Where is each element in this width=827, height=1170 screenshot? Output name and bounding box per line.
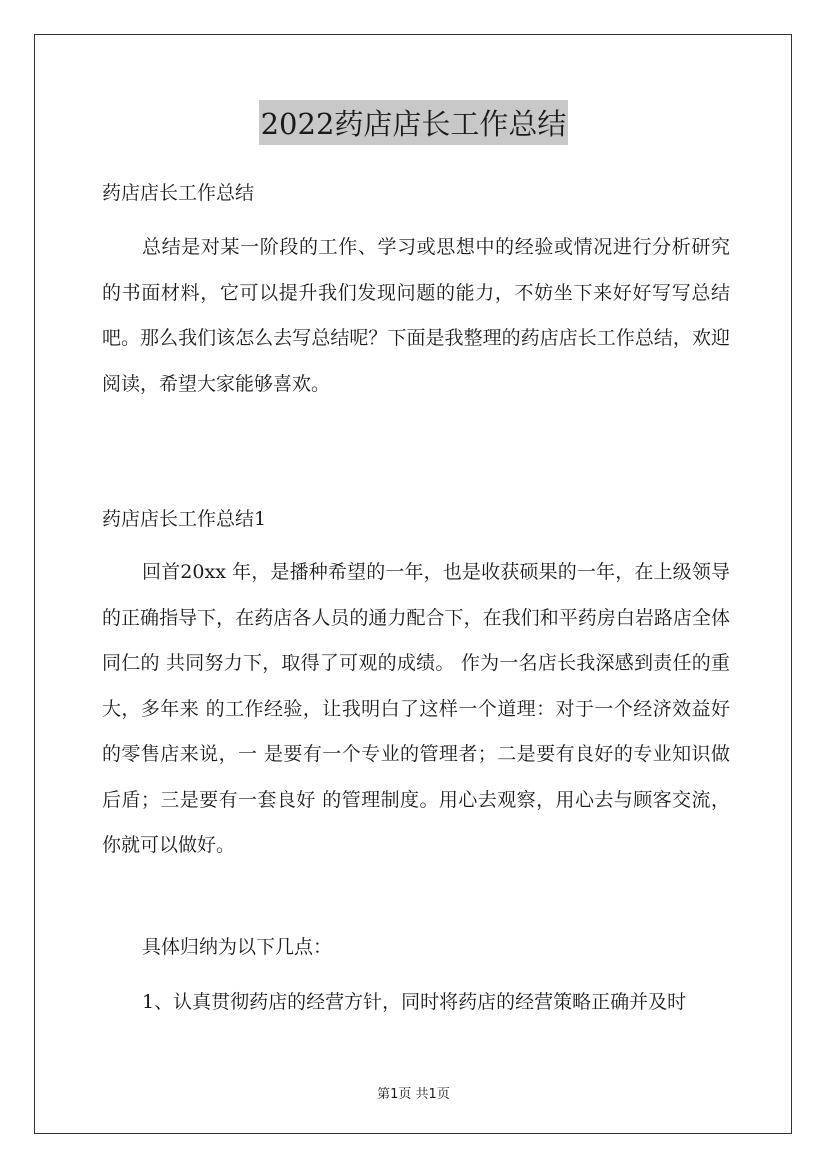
body-paragraph-3: 1、认真贯彻药店的经营方针，同时将药店的经营策略正确并及时 bbox=[142, 991, 687, 1013]
body-paragraph-2: 具体归纳为以下几点： bbox=[142, 936, 333, 958]
section-heading: 药店店长工作总结1 bbox=[102, 508, 267, 530]
document-title: 2022药店店长工作总结 bbox=[259, 100, 569, 145]
subtitle: 药店店长工作总结 bbox=[102, 182, 255, 204]
intro-paragraph: 总结是对某一阶段的工作、学习或思想中的经验或情况进行分析研究的书面材料，它可以提升我们发现问题的能力，不妨坐下来好好写写总结吧。那么我们该怎么去写总结呢？下面是我整理的药店店长工作总结，欢迎阅读，希望大家能够喜欢。 bbox=[102, 236, 730, 395]
body-paragraph-1: 回首20xx 年，是播种希望的一年，也是收获硕果的一年，在上级领导的正确指导下，在药店各人员的通力配合下，在我们和平药房白岩路店全体同仁的 共同努力下，取得了可观的成绩。 作为一名店长我深感到责任的重大，多年来 的工作经验，让我明白了这样一个道理：对于一个经济效益好的零售店来说，一 是要有一个专业的管理者；二是要有良好的专业知识做后盾；三是要有一套良好 的管理制度。用心去观察，用心去与顾客交流，你就可以做好。 bbox=[102, 561, 730, 856]
page-footer: 第1页 共1页 bbox=[377, 1087, 450, 1102]
document-title-container bbox=[0, 100, 827, 145]
